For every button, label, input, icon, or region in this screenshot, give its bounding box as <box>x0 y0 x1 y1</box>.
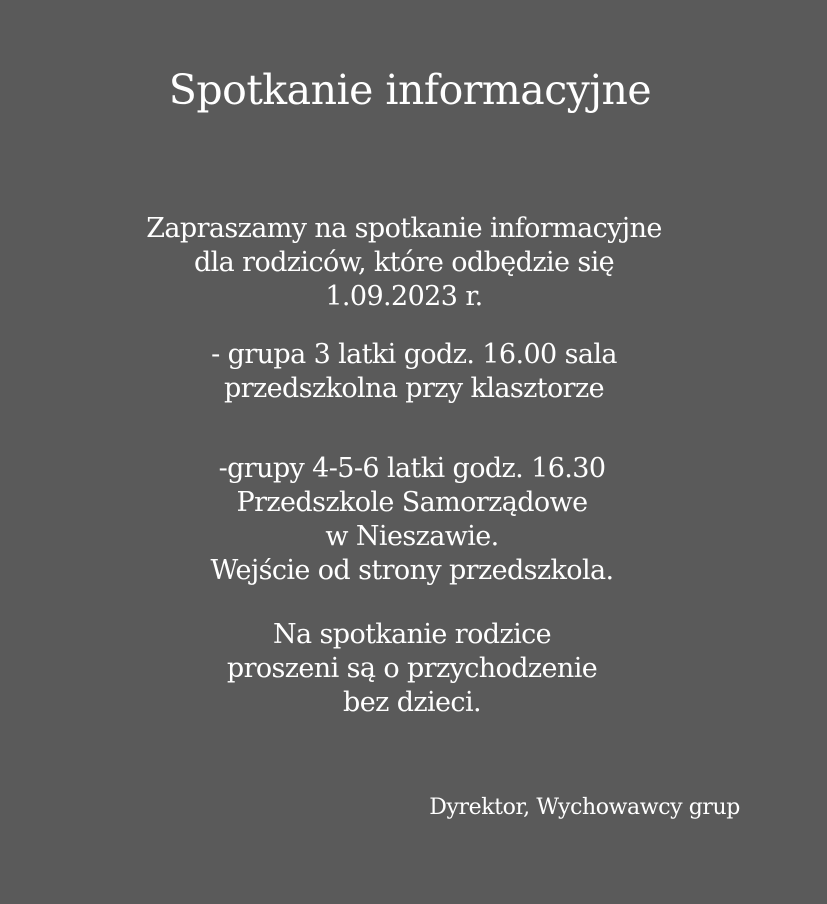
group-3-time: - grupa 3 latki godz. 16.00 sala <box>211 339 617 370</box>
signature: Dyrektor, Wychowawcy grup <box>429 795 740 820</box>
parent-note-line-3: bez dzieci. <box>343 687 481 718</box>
invitation-text <box>0 212 808 314</box>
parent-note-line-1: Na spotkanie rodzice <box>273 619 551 650</box>
parent-note-line-2: proszeni są o przychodzenie <box>226 653 598 684</box>
group-3-location: przedszkolna przy klasztorze <box>224 373 604 404</box>
invitation-line-2: dla rodziców, które odbędzie się <box>193 247 615 278</box>
meeting-date: 1.09.2023 r. <box>325 281 483 312</box>
group-4-5-6-time: -grupy 4-5-6 latki godz. 16.30 <box>218 453 606 484</box>
group-4-5-6-info <box>0 452 824 588</box>
invitation-line-1: Zapraszamy na spotkanie informacyjne <box>146 213 662 244</box>
entrance-info: Wejście od strony przedszkola. <box>210 555 614 586</box>
group-4-5-6-school: Przedszkole Samorządowe <box>236 487 588 518</box>
group-4-5-6-town: w Nieszawie. <box>325 521 499 552</box>
notice-title: Spotkanie informacyjne <box>168 66 652 114</box>
group-3-info <box>0 338 827 406</box>
parent-note <box>0 618 824 720</box>
